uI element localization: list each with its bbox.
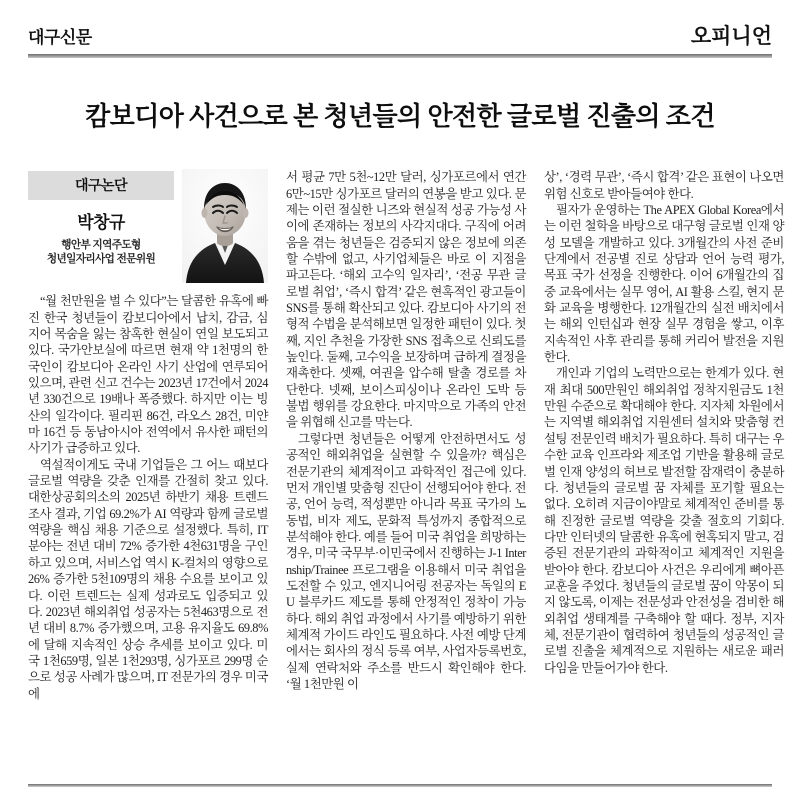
byline-block: [28, 169, 268, 285]
article-paragraph: 필자가 운영하는 The APEX Global Korea에서는 이런 철학을 바탕으로 대구형 글로벌 인재 양성 모델을 개발하고 있다. 3개월간의 사전 준비 단계에서 전공별 진로 상담과 언어 능력 평가, 목표 국가 선정을 진행한다. 이어 6개월간의 집중 교육에서는 실무 영어, AI 활용 스킬, 현지 문화 교육을 병행한다. 12개월간의 실전 배치에서는 해외 인턴십과 현장 실무 경험을 쌓고, 이후 지속적인 사후 관리를 통해 커리어 발전을 지원한다.: [544, 203, 784, 365]
page-bottom-divider: [28, 784, 772, 787]
article-paragraph: “월 천만원을 벌 수 있다”는 달콤한 유혹에 빠진 한국 청년들이 캄보디아에서 납치, 감금, 심지어 목숨을 잃는 참혹한 현실이 연일 보도되고 있다. 국가안보실에 따르면 현재 약 1천명의 한국인이 캄보디아 온라인 사기 산업에 연루되어 있으며, 관련 신고 건수는 2023년 17건에서 2024년 330건으로 19배나 폭증했다. 하지만 이는 빙산의 일각이다. 필리핀 86건, 라오스 28건, 미얀마 16건 등 동남아시아 전역에서 유사한 패턴의 사기가 급증하고 있다.: [28, 294, 268, 456]
paper-name: 대구신문: [28, 28, 92, 47]
article-paragraph: 개인과 기업의 노력만으로는 한계가 있다. 현재 최대 500만원인 해외취업 정착지원금도 1천만원 수준으로 확대해야 한다. 지자체 차원에서는 지역별 해외취업 지원센터 설치와 맞춤형 컨설팅 전문인력 배치가 필요하다. 특히 대구는 우수한 교육 인프라와 제조업 기반을 활용해 글로벌 인재 양성의 허브로 발전할 잠재력이 충분하다. 청년들의 글로벌 꿈 자체를 포기할 필요는 없다. 오히려 지금이야말로 체계적인 준비를 통해 진정한 글로벌 역량을 갖출 절호의 기회다. 다만 인터넷의 달콤한 유혹에 현혹되지 말고, 검증된 전문기관의 과학적이고 체계적인 지원을 받아야 한다. 캄보디아 사건은 우리에게 뼈아픈 교훈을 주었다. 청년들의 글로벌 꿈이 악몽이 되지 않도록, 이제는 전문성과 안전성을 겸비한 해외취업 생태계를 구축해야 할 때다. 정부, 지자체, 전문기관이 협력하여 청년들의 성공적인 글로벌 진출을 체계적으로 지원하는 새로운 패러다임을 만들어가야 한다.: [544, 366, 784, 675]
author-portrait: [182, 169, 268, 283]
author-title-line-1: 행안부 지역주도형: [61, 239, 141, 251]
column-section-badge: 대구논단: [28, 171, 174, 200]
article-paragraph: 역설적이게도 국내 기업들은 그 어느 때보다 글로벌 역량을 갖춘 인재를 간절히 찾고 있다. 대한상공회의소의 2025년 하반기 채용 트렌드 조사 결과, 기업 69.2%가 AI 역량과 함께 글로벌 역량을 핵심 채용 기준으로 설정했다. 특히, IT 분야는 전년 대비 72% 증가한 4천631명을 구인하고 있으며, 서비스업 역시 K-컬처의 영향으로 26% 증가한 5천109명의 채용 수요를 보이고 있다. 이런 트렌드는 실제 성과로도 입증되고 있다. 2023년 해외취업 성공자는 5천463명으로 전년 대비 8.7% 증가했으며, 고용 유지율도 69.8%에 달해 지속적인 상승 추세를 보이고 있다. 미국 1천659명, 일본 1천293명, 싱가포르 299명 순으로 성공 사례가 많으며, IT 전문가의 경우 미국에: [28, 457, 268, 701]
article-column-2: [286, 169, 526, 692]
section-name: 오피니언: [690, 24, 772, 48]
article-columns: [28, 169, 784, 781]
article-paragraph: 서 평균 7만 5천~12만 달러, 싱가포르에서 연간 6만~15만 싱가포르 달러의 연봉을 받고 있다. 문제는 이런 절실한 니즈와 현실적 성공 가능성 사이에 존재하는 정보의 사각지대다. 구직에 어려움을 겪는 청년들은 검증되지 않은 정보에 의존할 수밖에 없고, 사기업체들은 바로 이 지점을 파고든다. ‘해외 고수익 일자리’, ‘전공 무관 글로벌 취업’, ‘즉시 합격’ 같은 현혹적인 광고들이 SNS를 통해 확산되고 있다. 캄보디아 사기의 전형적 수법을 분석해보면 일정한 패턴이 있다. 첫째, 지인 추천을 가장한 SNS 접촉으로 신뢰도를 높인다. 둘째, 고수익을 보장하며 급하게 결정을 재촉한다. 셋째, 여권을 압수해 탈출 경로를 차단한다. 넷째, 보이스피싱이나 온라인 도박 등 불법 행위를 강요한다. 마지막으로 가족의 안전을 위협해 신고를 막는다.: [286, 170, 526, 430]
article-paragraph: 상’, ‘경력 무관’, ‘즉시 합격’ 같은 표현이 나오면 위험 신호로 받아들여야 한다.: [544, 170, 784, 201]
article-column-3: [544, 169, 784, 676]
byline-text: [28, 169, 174, 266]
article-paragraph: 그렇다면 청년들은 어떻게 안전하면서도 성공적인 해외취업을 실현할 수 있을까? 핵심은 전문기관의 체계적이고 과학적인 접근에 있다. 먼저 개인별 맞춤형 진단이 선행되어야 한다. 전공, 언어 능력, 적성뿐만 아니라 목표 국가의 노동법, 비자 제도, 문화적 특성까지 종합적으로 분석해야 한다. 예를 들어 미국 취업을 희망하는 경우, 미국 국무부·이민국에서 진행하는 J-1 Internship/Trainee 프로그램을 이용해서 미국 취업을 도전할 수 있고, 엔지니어링 전공자는 독일의 EU 블루카드 제도를 통해 안정적인 정착이 가능하다. 해외 취업 과정에서 사기를 예방하기 위한 체계적 가이드 라인도 필요하다. 사전 예방 단계에서는 회사의 정식 등록 여부, 사업자등록번호, 실제 연락처와 주소를 반드시 확인해야 한다. ‘월 1천만원 이: [286, 431, 526, 691]
author-name: 박창규: [77, 213, 125, 233]
headline-container: [28, 58, 772, 169]
portrait-image: [182, 169, 268, 283]
author-title-line-2: 청년일자리사업 전문위원: [46, 253, 156, 266]
masthead: [28, 0, 772, 52]
article-column-1: [28, 169, 268, 702]
page-title: 캄보디아 사건으로 본 청년들의 안전한 글로벌 진출의 조건: [85, 102, 715, 132]
